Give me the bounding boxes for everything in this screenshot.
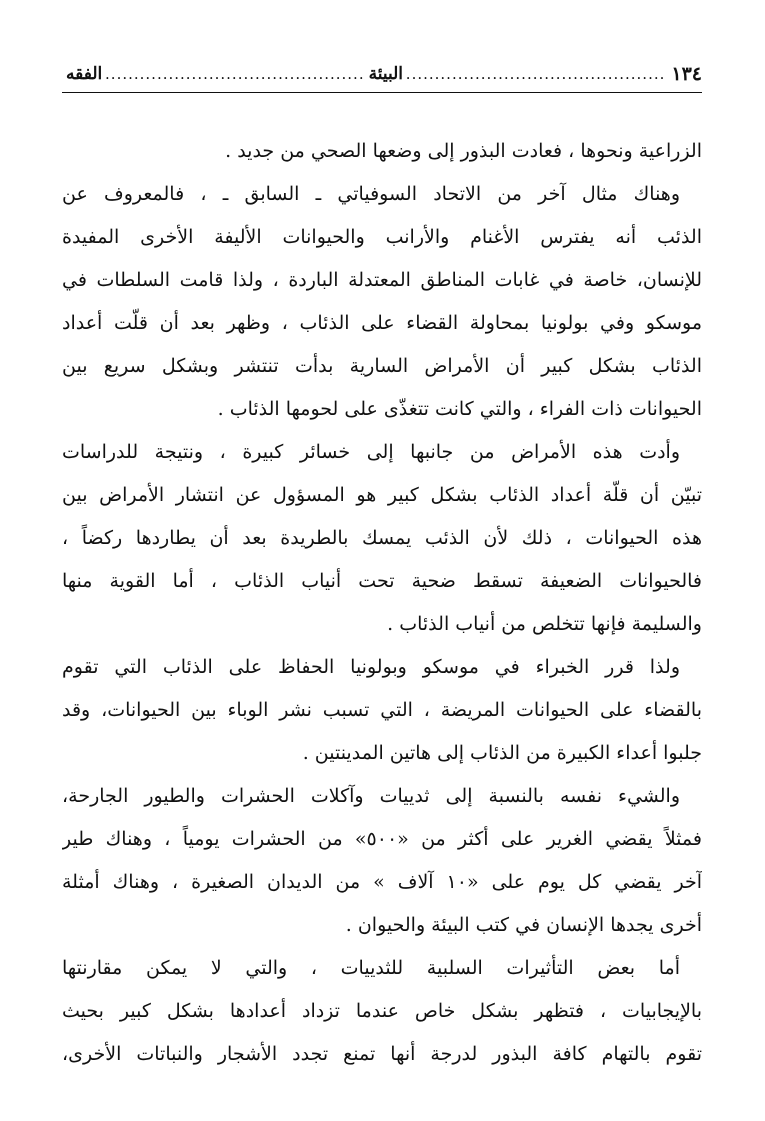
text-line: فمثلاً يقضي الغرير على أكثر من «٥٠٠» من الحشرات يومياً ، وهناك طير — [62, 828, 702, 850]
text-line: الزراعية ونحوها ، فعادت البذور إلى وضعها الصحي من جديد . — [225, 140, 702, 162]
paragraph — [62, 646, 702, 775]
text-line: فالحيوانات الضعيفة تسقط ضحية تحت أنياب الذئاب ، أما القوية منها — [62, 570, 702, 592]
text-line: أما بعض التأثيرات السلبية للثدييات ، والتي لا يمكن مقارنتها — [62, 957, 680, 979]
paragraph — [62, 130, 702, 173]
header-chapter-title: الفقه — [66, 64, 103, 84]
paragraph — [62, 431, 702, 646]
text-line: بالقضاء على الحيوانات المريضة ، التي تسبب نشر الوباء بين الحيوانات، وقد — [62, 699, 702, 721]
paragraph — [62, 775, 702, 947]
text-line: جلبوا أعداء الكبيرة من الذئاب إلى هاتين المدينتين . — [302, 742, 702, 764]
header-rule — [62, 92, 702, 93]
text-line: أخرى يجدها الإنسان في كتب البيئة والحيوان . — [345, 914, 702, 936]
header-dot-leader — [407, 65, 665, 83]
text-line: تقوم بالتهام كافة البذور لدرجة أنها تمنع تجدد الأشجار والنباتات الأخرى، — [62, 1043, 702, 1065]
text-line: وهناك مثال آخر من الاتحاد السوفياتي ـ السابق ـ ، فالمعروف عن — [62, 183, 680, 205]
paragraph — [62, 173, 702, 431]
header-section-title: البيئة — [368, 64, 404, 84]
text-line: الذئاب بشكل كبير أن الأمراض السارية بدأت تنتشر وبشكل سريع بين — [62, 355, 702, 377]
header-dot-leader — [106, 65, 364, 83]
text-line: الذئب أنه يفترس الأغنام والأرانب والحيوانات الأليفة الأخرى المفيدة — [62, 226, 702, 248]
running-header — [62, 58, 702, 90]
text-line: بالإيجابيات ، فتظهر بشكل خاص عندما تزداد أعدادها بشكل كبير بحيث — [62, 1000, 702, 1022]
text-line: الحيوانات ذات الفراء ، والتي كانت تتغذّى على لحومها الذئاب . — [217, 398, 702, 420]
text-line: تبيّن أن قلّة أعداد الذئاب بشكل كبير هو المسؤول عن انتشار الأمراض بين — [62, 484, 702, 506]
text-line: ولذا قرر الخبراء في موسكو وبولونيا الحفاظ على الذئاب التي تقوم — [62, 656, 680, 678]
text-line: وأدت هذه الأمراض من جانبها إلى خسائر كبيرة ، ونتيجة للدراسات — [62, 441, 680, 463]
body-text — [62, 130, 702, 1076]
page-number: ١٣٤ — [671, 63, 702, 85]
text-line: والشيء نفسه بالنسبة إلى ثدييات وآكلات الحشرات والطيور الجارحة، — [62, 785, 680, 807]
text-line: للإنسان، خاصة في غابات المناطق المعتدلة الباردة ، ولذا قامت السلطات في — [62, 269, 702, 291]
paragraph — [62, 947, 702, 1076]
text-line: موسكو وفي بولونيا بمحاولة القضاء على الذئاب ، وظهر بعد أن قلّت أعداد — [62, 312, 702, 334]
text-line: آخر يقضي كل يوم على «١٠ آلاف » من الديدان الصغيرة ، وهناك أمثلة — [62, 871, 702, 893]
text-line: والسليمة فإنها تتخلص من أنياب الذئاب . — [387, 613, 702, 635]
text-line: هذه الحيوانات ، ذلك لأن الذئب يمسك بالطريدة بعد أن يطاردها ركضاً ، — [62, 527, 702, 549]
